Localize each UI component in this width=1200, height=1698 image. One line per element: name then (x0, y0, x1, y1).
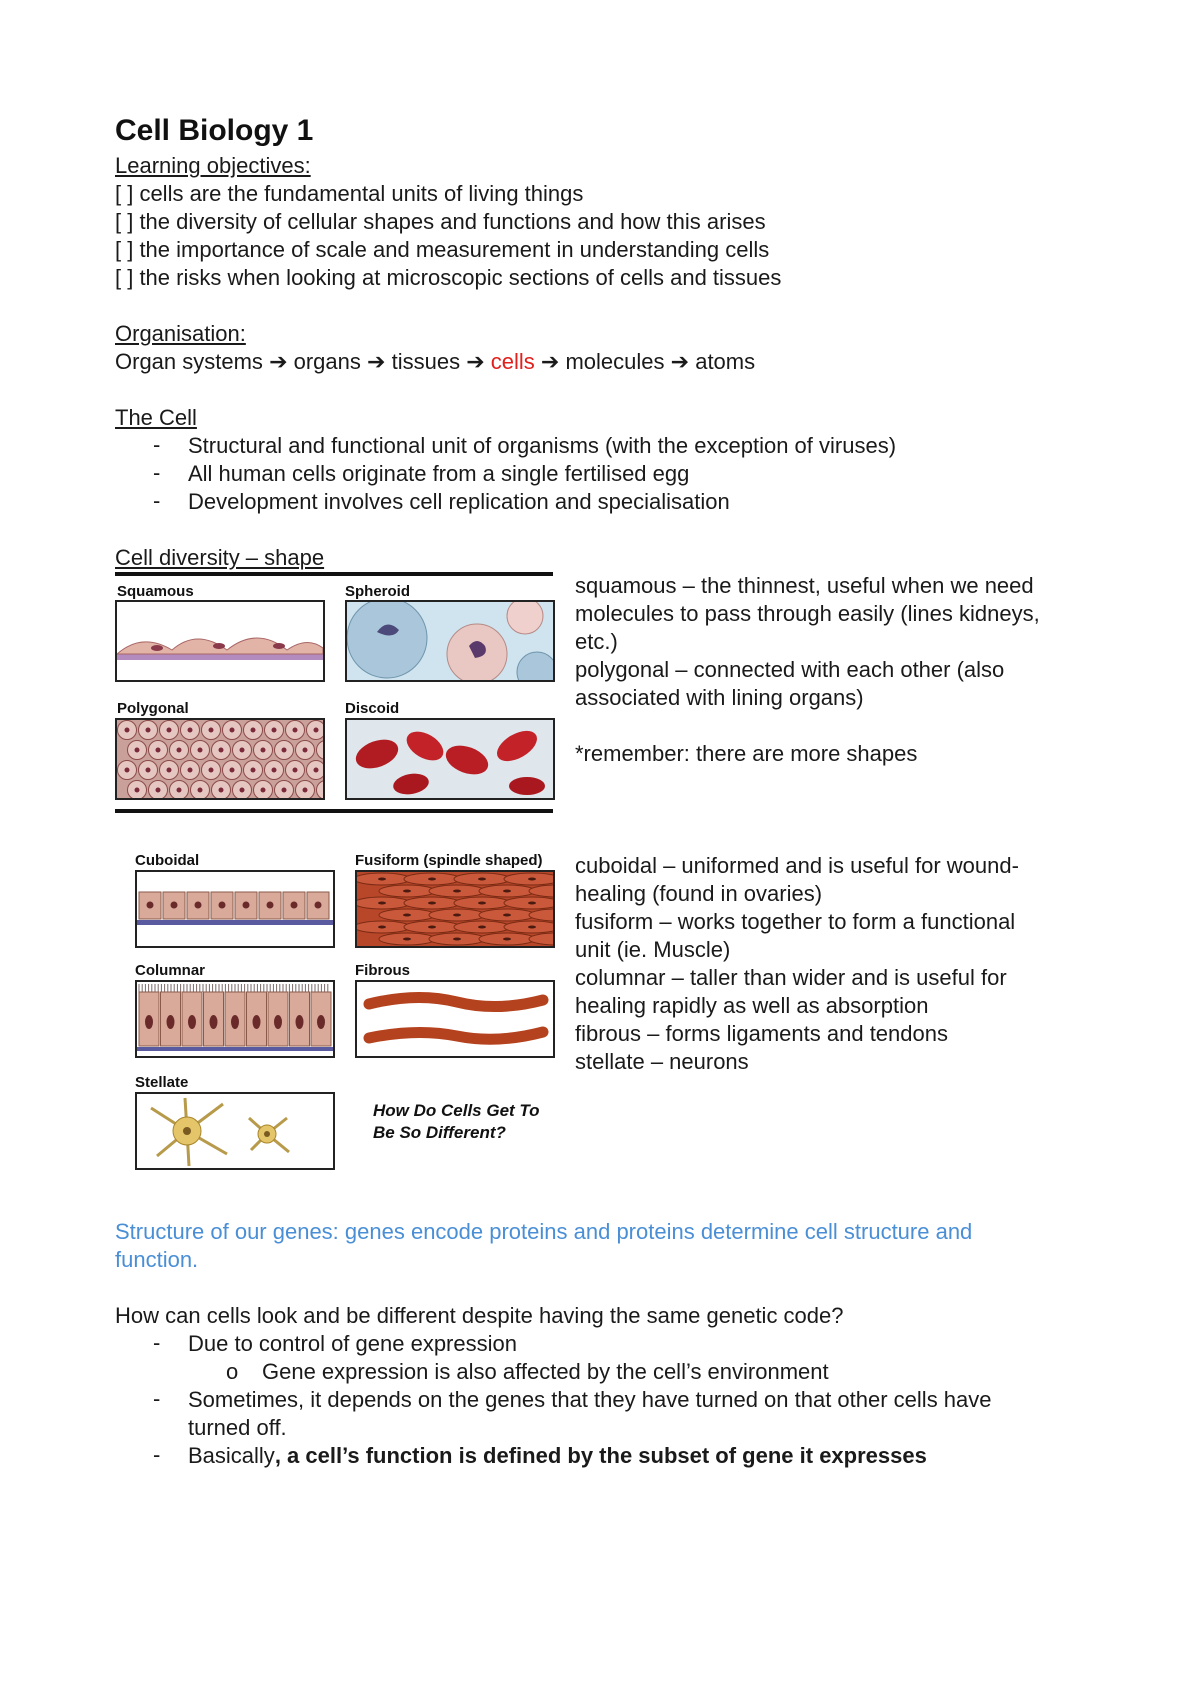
cell-bullet: Structural and functional unit of organisms (with the exception of viruses) (188, 433, 897, 458)
objective-item: [ ] the risks when looking at microscopic sections of cells and tissues (115, 265, 782, 290)
note-line: fusiform – works together to form a functional (575, 909, 1016, 934)
diversity-heading: Cell diversity – shape (115, 545, 325, 570)
note-line: molecules to pass through easily (lines kidneys, (575, 601, 1040, 626)
stellate-image (135, 1092, 335, 1170)
figure-rule (115, 572, 553, 576)
chain-item: Organ systems (115, 349, 263, 374)
arrow-icon: ➔ (367, 349, 386, 374)
arrow-icon: ➔ (466, 349, 485, 374)
sub-bullet-marker: o (226, 1359, 239, 1384)
figure-caption (373, 1100, 540, 1144)
fibrous-image (355, 980, 555, 1058)
bullet-dash: - (153, 488, 161, 513)
bullet-dash: - (153, 432, 161, 457)
cuboidal-image (135, 870, 335, 948)
note-line: unit (ie. Muscle) (575, 937, 731, 962)
note-line: healing (found in ovaries) (575, 881, 823, 906)
cell-bullet: Development involves cell replication and specialisation (188, 489, 730, 514)
note-line: columnar – taller than wider and is useful for (575, 965, 1007, 990)
shape-label: Fibrous (355, 962, 410, 979)
answer-sub-bullet: Gene expression is also affected by the cell’s environment (262, 1359, 829, 1384)
squamous-image (115, 600, 325, 682)
chain-item: atoms (695, 349, 756, 374)
caption-line: How Do Cells Get To (373, 1101, 540, 1120)
arrow-icon: ➔ (269, 349, 288, 374)
note-line: squamous – the thinnest, useful when we need (575, 573, 1034, 598)
genes-heading: function. (115, 1247, 199, 1272)
answer-bullet (188, 1442, 927, 1470)
shape-label: Stellate (135, 1074, 189, 1091)
note-line: healing rapidly as well as absorption (575, 993, 929, 1018)
organisation-heading: Organisation: (115, 321, 246, 346)
note-line: stellate – neurons (575, 1049, 749, 1074)
shape-label: Polygonal (117, 700, 189, 717)
objective-item: [ ] the importance of scale and measurement in understanding cells (115, 237, 770, 262)
shape-label: Spheroid (345, 583, 411, 600)
discoid-image (345, 718, 555, 800)
columnar-image (135, 980, 335, 1058)
objectives-heading: Learning objectives: (115, 153, 311, 178)
polygonal-image (115, 718, 325, 800)
chain-item: organs (293, 349, 361, 374)
arrow-icon: ➔ (670, 349, 690, 374)
figure-rule (115, 809, 553, 813)
answer-plain: Basically (188, 1443, 275, 1468)
objective-item: [ ] cells are the fundamental units of living things (115, 181, 584, 206)
shape-label: Squamous (117, 583, 194, 600)
chain-item: molecules (565, 349, 665, 374)
objective-item: [ ] the diversity of cellular shapes and functions and how this arises (115, 209, 766, 234)
chain-item-highlight: cells (490, 349, 535, 374)
genes-heading: Structure of our genes: genes encode proteins and proteins determine cell structure and (115, 1219, 973, 1244)
note-line: associated with lining organs) (575, 685, 864, 710)
bullet-dash: - (153, 460, 161, 485)
chain-item: tissues (391, 349, 461, 374)
note-line: polygonal – connected with each other (also (575, 657, 1005, 682)
caption-line: Be So Different? (373, 1123, 506, 1142)
cell-bullet: All human cells originate from a single fertilised egg (188, 461, 690, 486)
the-cell-heading: The Cell (115, 405, 197, 430)
bullet-dash: - (153, 1386, 161, 1411)
shape-label: Columnar (135, 962, 206, 979)
fusiform-image (355, 870, 555, 948)
bullet-dash: - (153, 1330, 161, 1355)
answer-bold: , a cell’s function is defined by the subset of gene it expresses (274, 1443, 927, 1468)
answer-bullet: Sometimes, it depends on the genes that they have turned on that other cells have (188, 1387, 992, 1412)
note-line: *remember: there are more shapes (575, 741, 918, 766)
note-line: etc.) (575, 629, 618, 654)
note-line: cuboidal – uniformed and is useful for wound- (575, 853, 1019, 878)
arrow-icon: ➔ (540, 349, 560, 374)
question: How can cells look and be different despite having the same genetic code? (115, 1303, 844, 1328)
answer-bullet: Due to control of gene expression (188, 1331, 517, 1356)
shape-label: Cuboidal (135, 852, 200, 869)
organisation-chain (115, 348, 755, 376)
shape-label: Fusiform (spindle shaped) (355, 852, 543, 869)
shape-label: Discoid (345, 700, 400, 717)
bullet-dash: - (153, 1442, 161, 1467)
spheroid-image (345, 600, 555, 682)
answer-bullet-continuation: turned off. (188, 1415, 287, 1440)
note-line: fibrous – forms ligaments and tendons (575, 1021, 948, 1046)
page-title: Cell Biology 1 (115, 114, 314, 147)
